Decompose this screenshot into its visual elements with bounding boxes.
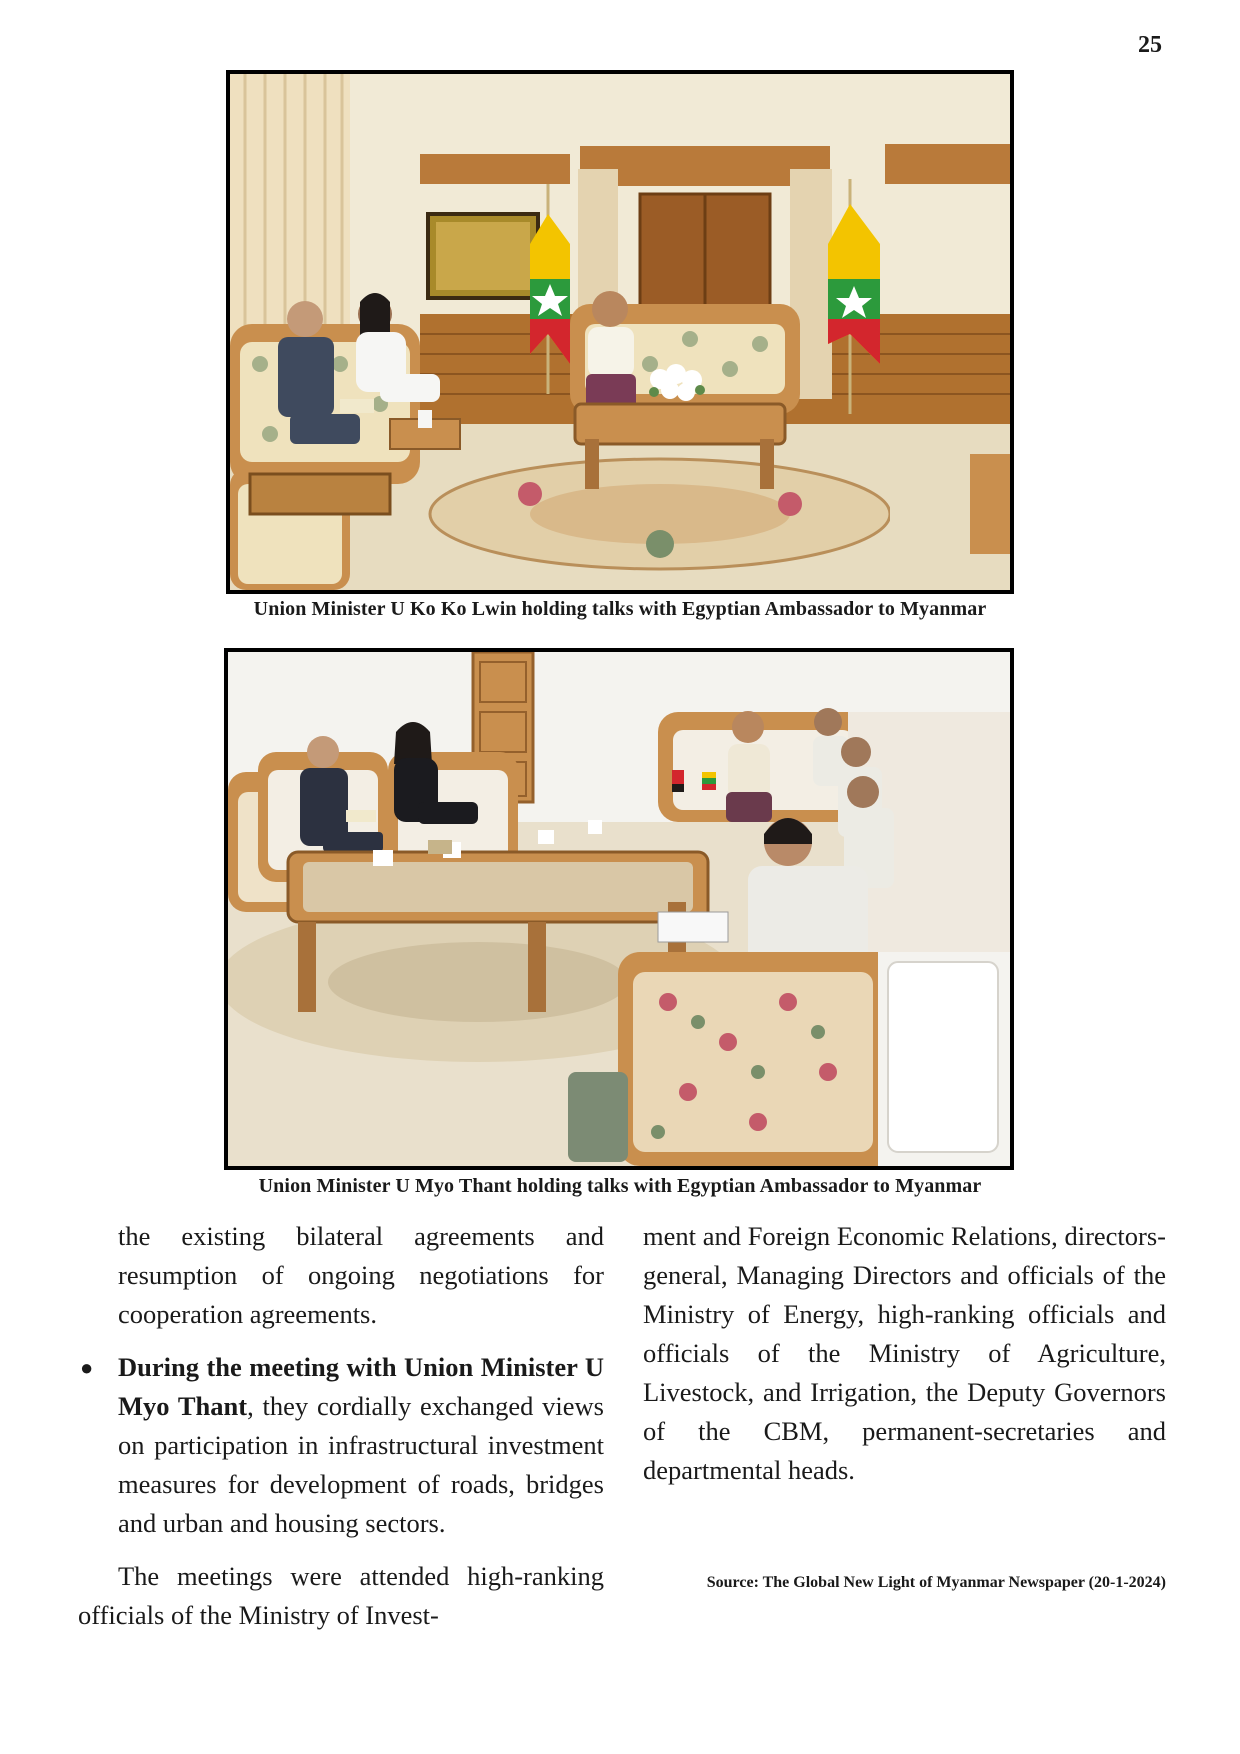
meeting-photo-1-illustration <box>230 74 1010 590</box>
meeting-photo-1 <box>226 70 1014 594</box>
paragraph-attendees-start: The meetings were attended high-ranking officials of the Ministry of Invest- <box>78 1561 604 1630</box>
meeting-photo-2-illustration <box>228 652 1010 1166</box>
paragraph-attendees-continued: ment and Foreign Economic Relations, directors-general, Managing Directors and officials of the Ministry of Energy, high-ranking officials and officials of the Ministry of Agriculture, Livestock, and Irrigation, the Deputy Governors of the CBM, permanent-secretaries and departmental heads. <box>643 1221 1166 1485</box>
bullet-lead-text: During the meeting with Union Minister U Myo Thant <box>118 1352 604 1421</box>
meeting-photo-2 <box>224 648 1014 1170</box>
bullet-body-text: , they cordially exchanged views on participation in infrastructural investment measures for development of roads, bridges and urban and housing sectors. <box>118 1391 604 1538</box>
photo-2-caption: Union Minister U Myo Thant holding talks with Egyptian Ambassador to Myanmar <box>258 1175 982 1197</box>
bullet-icon: ● <box>80 1355 94 1380</box>
paragraph-agreements: the existing bilateral agreements and resumption of ongoing negotiations for cooperation agreements. <box>118 1221 604 1329</box>
photo-1-caption: Union Minister U Ko Ko Lwin holding talks with Egyptian Ambassador to Myanmar <box>253 598 987 620</box>
page-number: 25 <box>1138 32 1162 58</box>
source-citation: Source: The Global New Light of Myanmar Newspaper (20-1-2024) <box>706 1574 1166 1591</box>
article-left-column <box>78 1217 604 1635</box>
article-right-column <box>643 1217 1166 1490</box>
bullet-myo-thant-meeting <box>78 1348 604 1543</box>
